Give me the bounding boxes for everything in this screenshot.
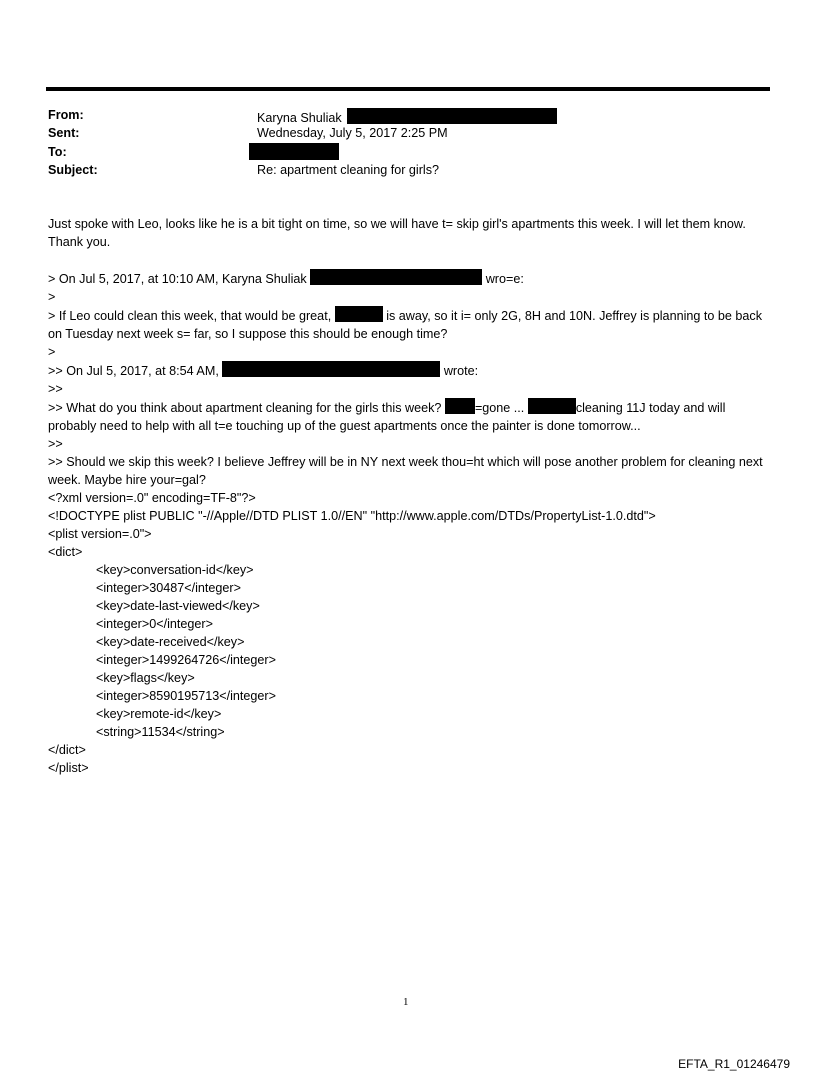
from-value bbox=[257, 108, 557, 125]
redaction-box bbox=[347, 108, 557, 124]
xml-entry: <integer>30487</integer> bbox=[96, 581, 241, 595]
quote-text-2a: >> What do you think about apartment cleaning for the girls this week? bbox=[48, 401, 442, 415]
quote-header-2 bbox=[48, 361, 772, 380]
xml-plist-open: <plist version=.0"> bbox=[48, 527, 152, 541]
to-value bbox=[249, 143, 339, 161]
xml-entry: <key>conversation-id</key> bbox=[96, 563, 254, 577]
header-rule bbox=[46, 87, 770, 91]
quote-marker: > bbox=[48, 345, 56, 359]
quote-header-2-text: >> On Jul 5, 2017, at 8:54 AM, bbox=[48, 364, 219, 378]
xml-entry: <integer>1499264726</integer> bbox=[96, 653, 276, 667]
body-paragraph: Just spoke with Leo, looks like he is a bit tight on time, so we will have t= skip girl's apartments this week. I will let them know. bbox=[48, 217, 746, 231]
xml-dict-open: <dict> bbox=[48, 545, 83, 559]
xml-entry: <integer>0</integer> bbox=[96, 617, 213, 631]
xml-entry: <key>date-received</key> bbox=[96, 635, 245, 649]
xml-entry: <string>11534</string> bbox=[96, 725, 225, 739]
xml-declaration: <?xml version=.0" encoding=TF-8"?> bbox=[48, 491, 256, 505]
xml-entry: <key>flags</key> bbox=[96, 671, 195, 685]
from-name: Karyna Shuliak bbox=[257, 111, 342, 125]
quote-text-2b: =gone ... bbox=[474, 401, 525, 415]
subject-label: Subject: bbox=[48, 163, 98, 177]
xml-plist-close: </plist> bbox=[48, 761, 89, 775]
redaction-box bbox=[528, 398, 576, 414]
email-body bbox=[48, 215, 772, 777]
sent-label: Sent: bbox=[48, 126, 80, 140]
from-label: From: bbox=[48, 108, 84, 122]
sent-value: Wednesday, July 5, 2017 2:25 PM bbox=[257, 126, 448, 140]
quote-header-1-text: > On Jul 5, 2017, at 10:10 AM, Karyna Shuliak bbox=[48, 272, 307, 286]
xml-dict-close: </dict> bbox=[48, 743, 86, 757]
document-id: EFTA_R1_01246479 bbox=[678, 1057, 790, 1071]
blank-line bbox=[48, 251, 772, 269]
subject-value: Re: apartment cleaning for girls? bbox=[257, 163, 440, 177]
quote-marker: >> bbox=[48, 437, 63, 451]
quote-text-1 bbox=[48, 306, 772, 343]
quote-header-1-end: wro=e: bbox=[485, 272, 524, 286]
quote-marker: >> bbox=[48, 382, 63, 396]
quote-text-3: >> Should we skip this week? I believe Jeffrey will be in NY next week thou=ht which will pose another problem for cleaning next week. Maybe hire your=gal? bbox=[48, 455, 763, 487]
page-number: 1 bbox=[403, 996, 409, 1008]
redaction-box bbox=[222, 361, 440, 377]
redaction-box bbox=[335, 306, 383, 322]
redaction-box bbox=[445, 398, 475, 414]
redaction-box bbox=[310, 269, 482, 285]
xml-entry: <key>remote-id</key> bbox=[96, 707, 222, 721]
quote-header-2-end: wrote: bbox=[443, 364, 479, 378]
redaction-box bbox=[249, 143, 339, 160]
quote-text-2 bbox=[48, 398, 772, 435]
xml-entry: <key>date-last-viewed</key> bbox=[96, 599, 260, 613]
quote-header-1 bbox=[48, 269, 772, 288]
to-label: To: bbox=[48, 145, 67, 159]
xml-entry: <integer>8590195713</integer> bbox=[96, 689, 276, 703]
quote-marker: > bbox=[48, 290, 56, 304]
xml-doctype: <!DOCTYPE plist PUBLIC "-//Apple//DTD PLIST 1.0//EN" "http://www.apple.com/DTDs/PropertyList-1.0.dtd"> bbox=[48, 509, 656, 523]
quote-text-1a: > If Leo could clean this week, that would be great, bbox=[48, 309, 332, 323]
quote-text-1b: is away, so it i= only 2G, 8H and 10N. Jeffrey is planning to be back on Tuesday next week s= far, so I suppose this should be enough time? bbox=[48, 309, 762, 341]
body-thanks: Thank you. bbox=[48, 235, 111, 249]
quote-text-2c: cleaning 11J today and will probably need to help with all t=e touching up of the guest apartments once the painter is done tomorrow... bbox=[48, 401, 726, 433]
